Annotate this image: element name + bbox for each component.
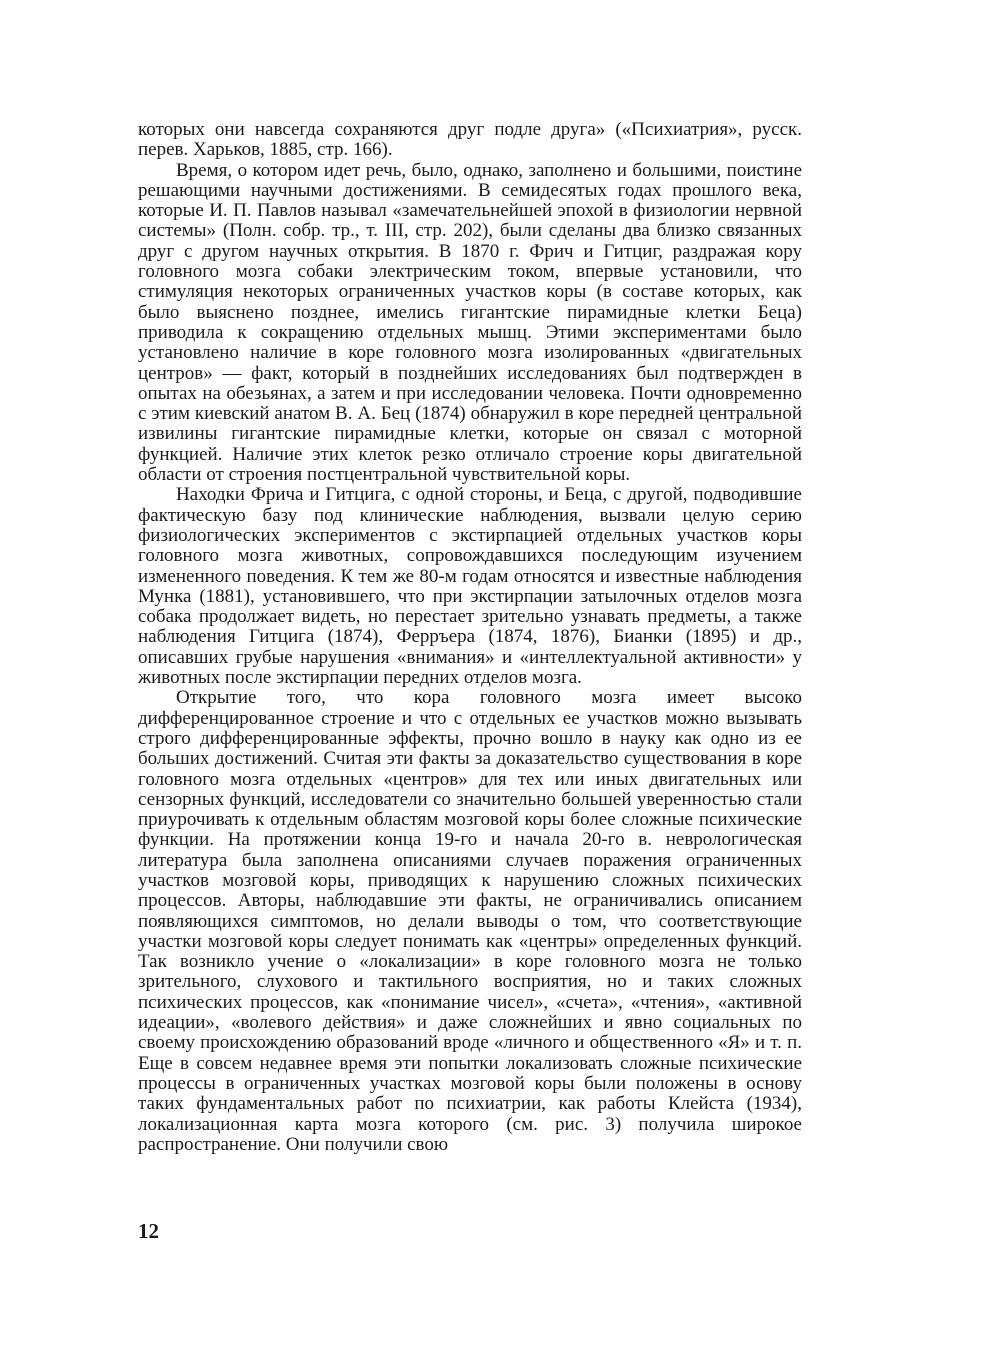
page-text-column	[138, 120, 802, 1155]
paragraph-fritsch-hitzig-betz: Находки Фрича и Гитцига, с одной стороны, и Беца, с другой, подводившие фактическую базу под клинические наблюдения, вызвали целую серию физиологических экспериментов с экстирпацией отдельных участков коры головного мозга животных, сопровождавшихся последующим изучением измененного поведения. К тем же 80-м годам относятся и известные наблюдения Мунка (1881), установившего, что при экстирпации затылочных отделов мозга собака продолжает видеть, но перестает зрительно узнавать предметы, а также наблюдения Гитцига (1874), Ферръера (1874, 1876), Бианки (1895) и др., описавших грубые нарушения «внимания» и «интеллектуальной активности» у животных после экстирпации передних отделов мозга.	[138, 484, 802, 689]
paragraph-continuation: которых они навсегда сохраняются друг подле друга» («Психиатрия», русск. перев. Харьков, 1885, стр. 166).	[138, 119, 802, 161]
paragraph-localization-doctrine: Открытие того, что кора головного мозга имеет высоко дифференцированное строение и что с отдельных ее участков можно вызывать строго дифференцированные эффекты, прочно вошло в науку как одно из ее больших достижений. Считая эти факты за доказательство существования в коре головного мозга отдельных «центров» для тех или иных двигательных или сензорных функций, исследователи со значительно большей уверенностью стали приурочивать к отдельным областям мозговой коры более сложные психические функции. На протяжении конца 19-го и начала 20-го в. неврологическая литература была заполнена описаниями случаев поражения ограниченных участков мозговой коры, приводящих к нарушению сложных психических процессов. Авторы, наблюдавшие эти факты, не ограничивались описанием появляющихся симптомов, но делали выводы о том, что соответствующие участки мозговой коры следует понимать как «центры» определенных функций. Так возникло учение о «локализации» в коре головного мозга не только зрительного, слухового и тактильного восприятия, но и таких сложных психических процессов, как «понимание чисел», «счета», «чтения», «активной идеации», «волевого действия» и даже сложнейших и явно социальных по своему происхождению образований вроде «личного и общественного «Я» и т. п. Еще в совсем недавнее время эти попытки локализовать сложные психические процессы в ограниченных участках мозговой коры были положены в основу таких фундаментальных работ по психиатрии, как работы Клейста (1934), локализационная карта мозга которого (см. рис. 3) получила широкое распространение. Они получили свою	[138, 687, 802, 1155]
paragraph-discoveries-1870s: Время, о котором идет речь, было, однако, заполнено и большими, поистине решающими научными достижениями. В семидесятых годах прошлого века, которые И. П. Павлов называл «замечательнейшей эпохой в физиологии нервной системы» (Полн. собр. тр., т. III, стр. 202), были сделаны два близко связанных друг с другом научных открытия. В 1870 г. Фрич и Гитциг, раздражая кору головного мозга собаки электрическим током, впервые установили, что стимуляция некоторых ограниченных участков коры (в составе которых, как было выяснено позднее, имелись гигантские пирамидные клетки Беца) приводила к сокращению отдельных мышц. Этими экспериментами было установлено наличие в коре головного мозга изолированных «двигательных центров» — факт, который в позднейших исследованиях был подтвержден в опытах на обезьянах, а затем и при исследовании человека. Почти одновременно с этим киевский анатом В. А. Бец (1874) обнаружил в коре передней центральной извилины гигантские пирамидные клетки, которые он связал с моторной функцией. Наличие этих клеток резко отличало строение коры двигательной области от строения постцентральной чувствительной коры.	[138, 159, 802, 486]
page-number: 12	[138, 1219, 159, 1243]
